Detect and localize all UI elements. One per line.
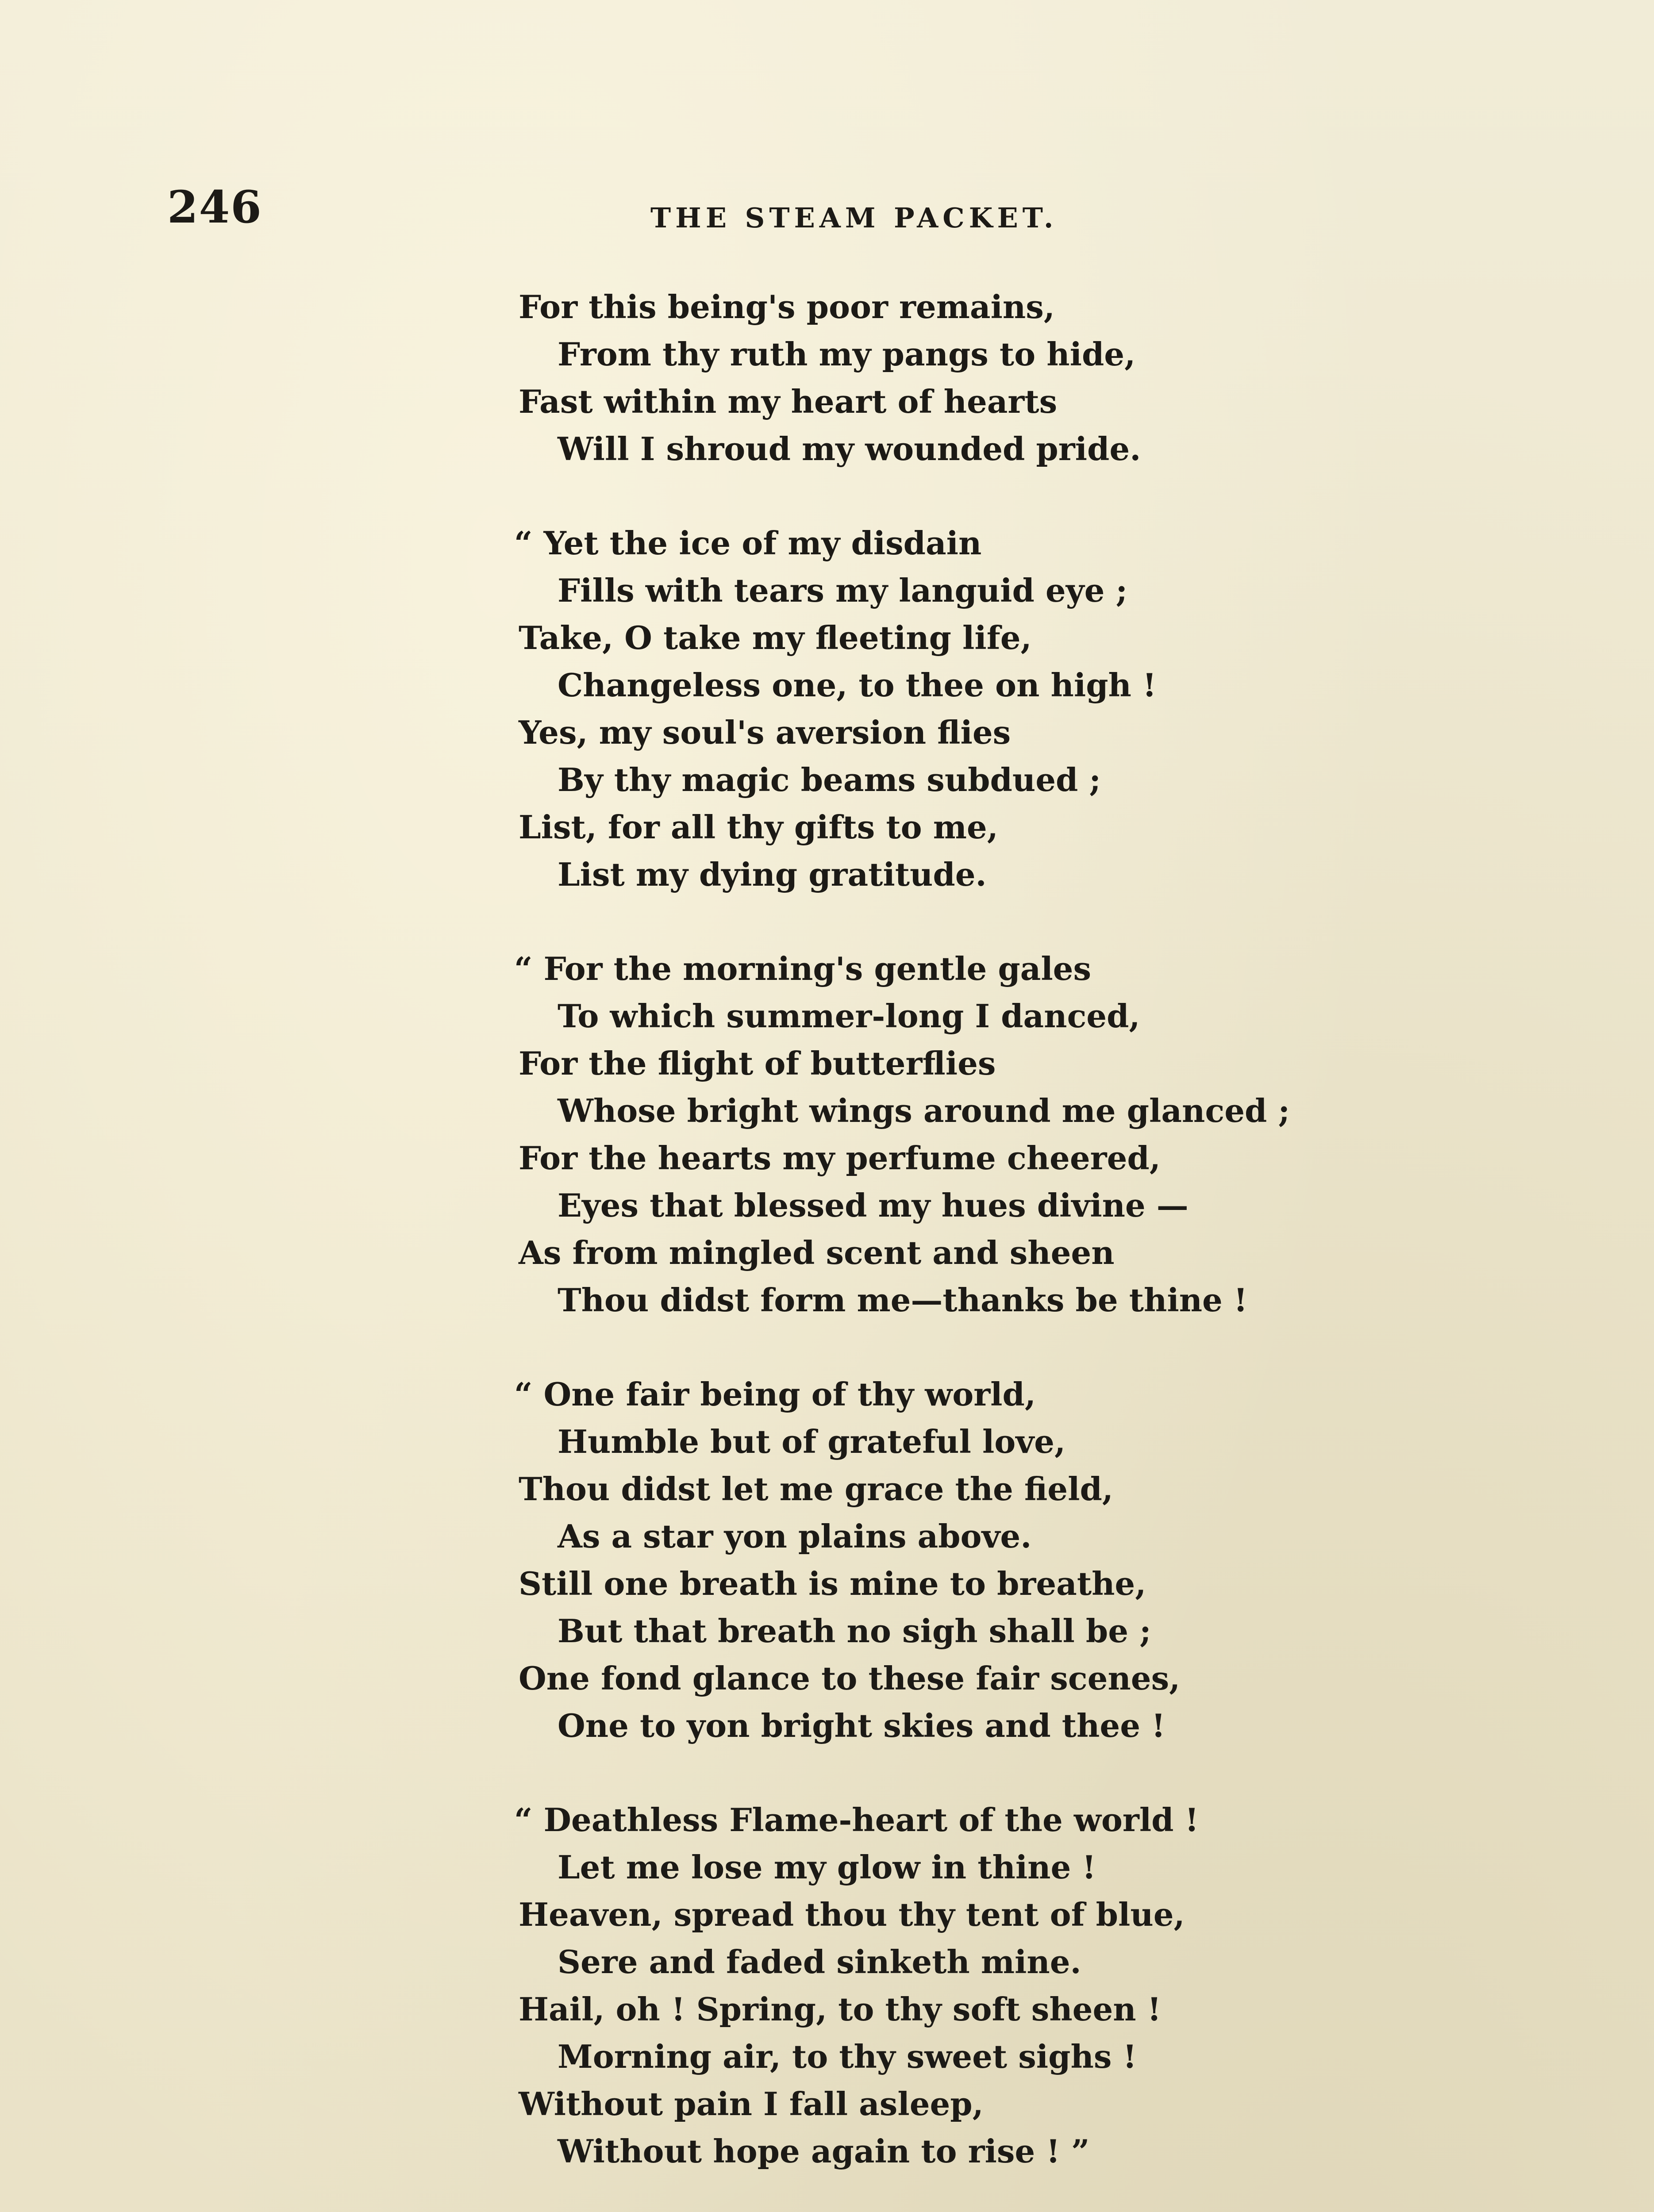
- poem-line: Morning air, to thy sweet sighs !: [558, 2038, 1137, 2075]
- poem-line: Heaven, spread thou thy tent of blue,: [519, 1896, 1185, 1933]
- poem-line: Humble but of grateful love,: [558, 1423, 1066, 1460]
- poem-line: Yes, my soul's aversion flies: [519, 714, 1011, 751]
- poem-line: From thy ruth my pangs to hide,: [558, 335, 1136, 373]
- poem-line: “ For the morning's gentle gales: [514, 950, 1092, 987]
- stanza: [514, 519, 1404, 898]
- poem-line: “ Deathless Flame-heart of the world !: [514, 1801, 1199, 1839]
- poem-line: As from mingled scent and sheen: [519, 1234, 1115, 1271]
- poem-line: Without pain I fall asleep,: [519, 2085, 984, 2123]
- poem-line: Whose bright wings around me glanced ;: [558, 1092, 1290, 1129]
- poem-line: For the flight of butterflies: [519, 1045, 996, 1082]
- poem-line: For this being's poor remains,: [519, 288, 1055, 326]
- poem: [514, 283, 1404, 2212]
- poem-line: Still one breath is mine to breathe,: [519, 1565, 1146, 1602]
- poem-line: List my dying gratitude.: [558, 856, 987, 893]
- poem-line: Thou didst form me—thanks be thine !: [558, 1281, 1248, 1319]
- poem-line: Thou didst let me grace the field,: [519, 1470, 1113, 1508]
- poem-line: Eyes that blessed my hues divine —: [558, 1187, 1189, 1224]
- poem-line: Will I shroud my wounded pride.: [558, 430, 1141, 468]
- poem-line: As a star yon plains above.: [558, 1517, 1032, 1555]
- poem-line: Let me lose my glow in thine !: [558, 1848, 1096, 1886]
- poem-line: Sere and faded sinketh mine.: [558, 1943, 1081, 1981]
- page-number: 246: [167, 181, 262, 233]
- poem-line: Fast within my heart of hearts: [519, 383, 1058, 420]
- poem-line: Hail, oh ! Spring, to thy soft sheen !: [519, 1990, 1162, 2028]
- poem-line: To which summer-long I danced,: [558, 997, 1140, 1035]
- stanza: [514, 1796, 1404, 2175]
- poem-line: But that breath no sigh shall be ;: [558, 1612, 1151, 1650]
- poem-line: One fond glance to these fair scenes,: [519, 1659, 1181, 1697]
- poem-line: Without hope again to rise ! ”: [558, 2132, 1090, 2170]
- poem-line: List, for all thy gifts to me,: [519, 808, 998, 846]
- poem-line: By thy magic beams subdued ;: [558, 761, 1101, 799]
- stanza: [519, 283, 1404, 472]
- stanza: [514, 945, 1404, 1324]
- poem-line: “ One fair being of thy world,: [514, 1375, 1036, 1413]
- stanza: [514, 1371, 1404, 1749]
- poem-line: Changeless one, to thee on high !: [558, 666, 1157, 704]
- poem-line: “ Yet the ice of my disdain: [514, 524, 982, 562]
- poem-line: For the hearts my perfume cheered,: [519, 1139, 1161, 1177]
- running-title: THE STEAM PACKET.: [650, 202, 1058, 234]
- poem-line: Fills with tears my languid eye ;: [558, 572, 1128, 609]
- poem-line: Take, O take my fleeting life,: [519, 619, 1032, 657]
- poem-line: One to yon bright skies and thee !: [558, 1707, 1165, 1744]
